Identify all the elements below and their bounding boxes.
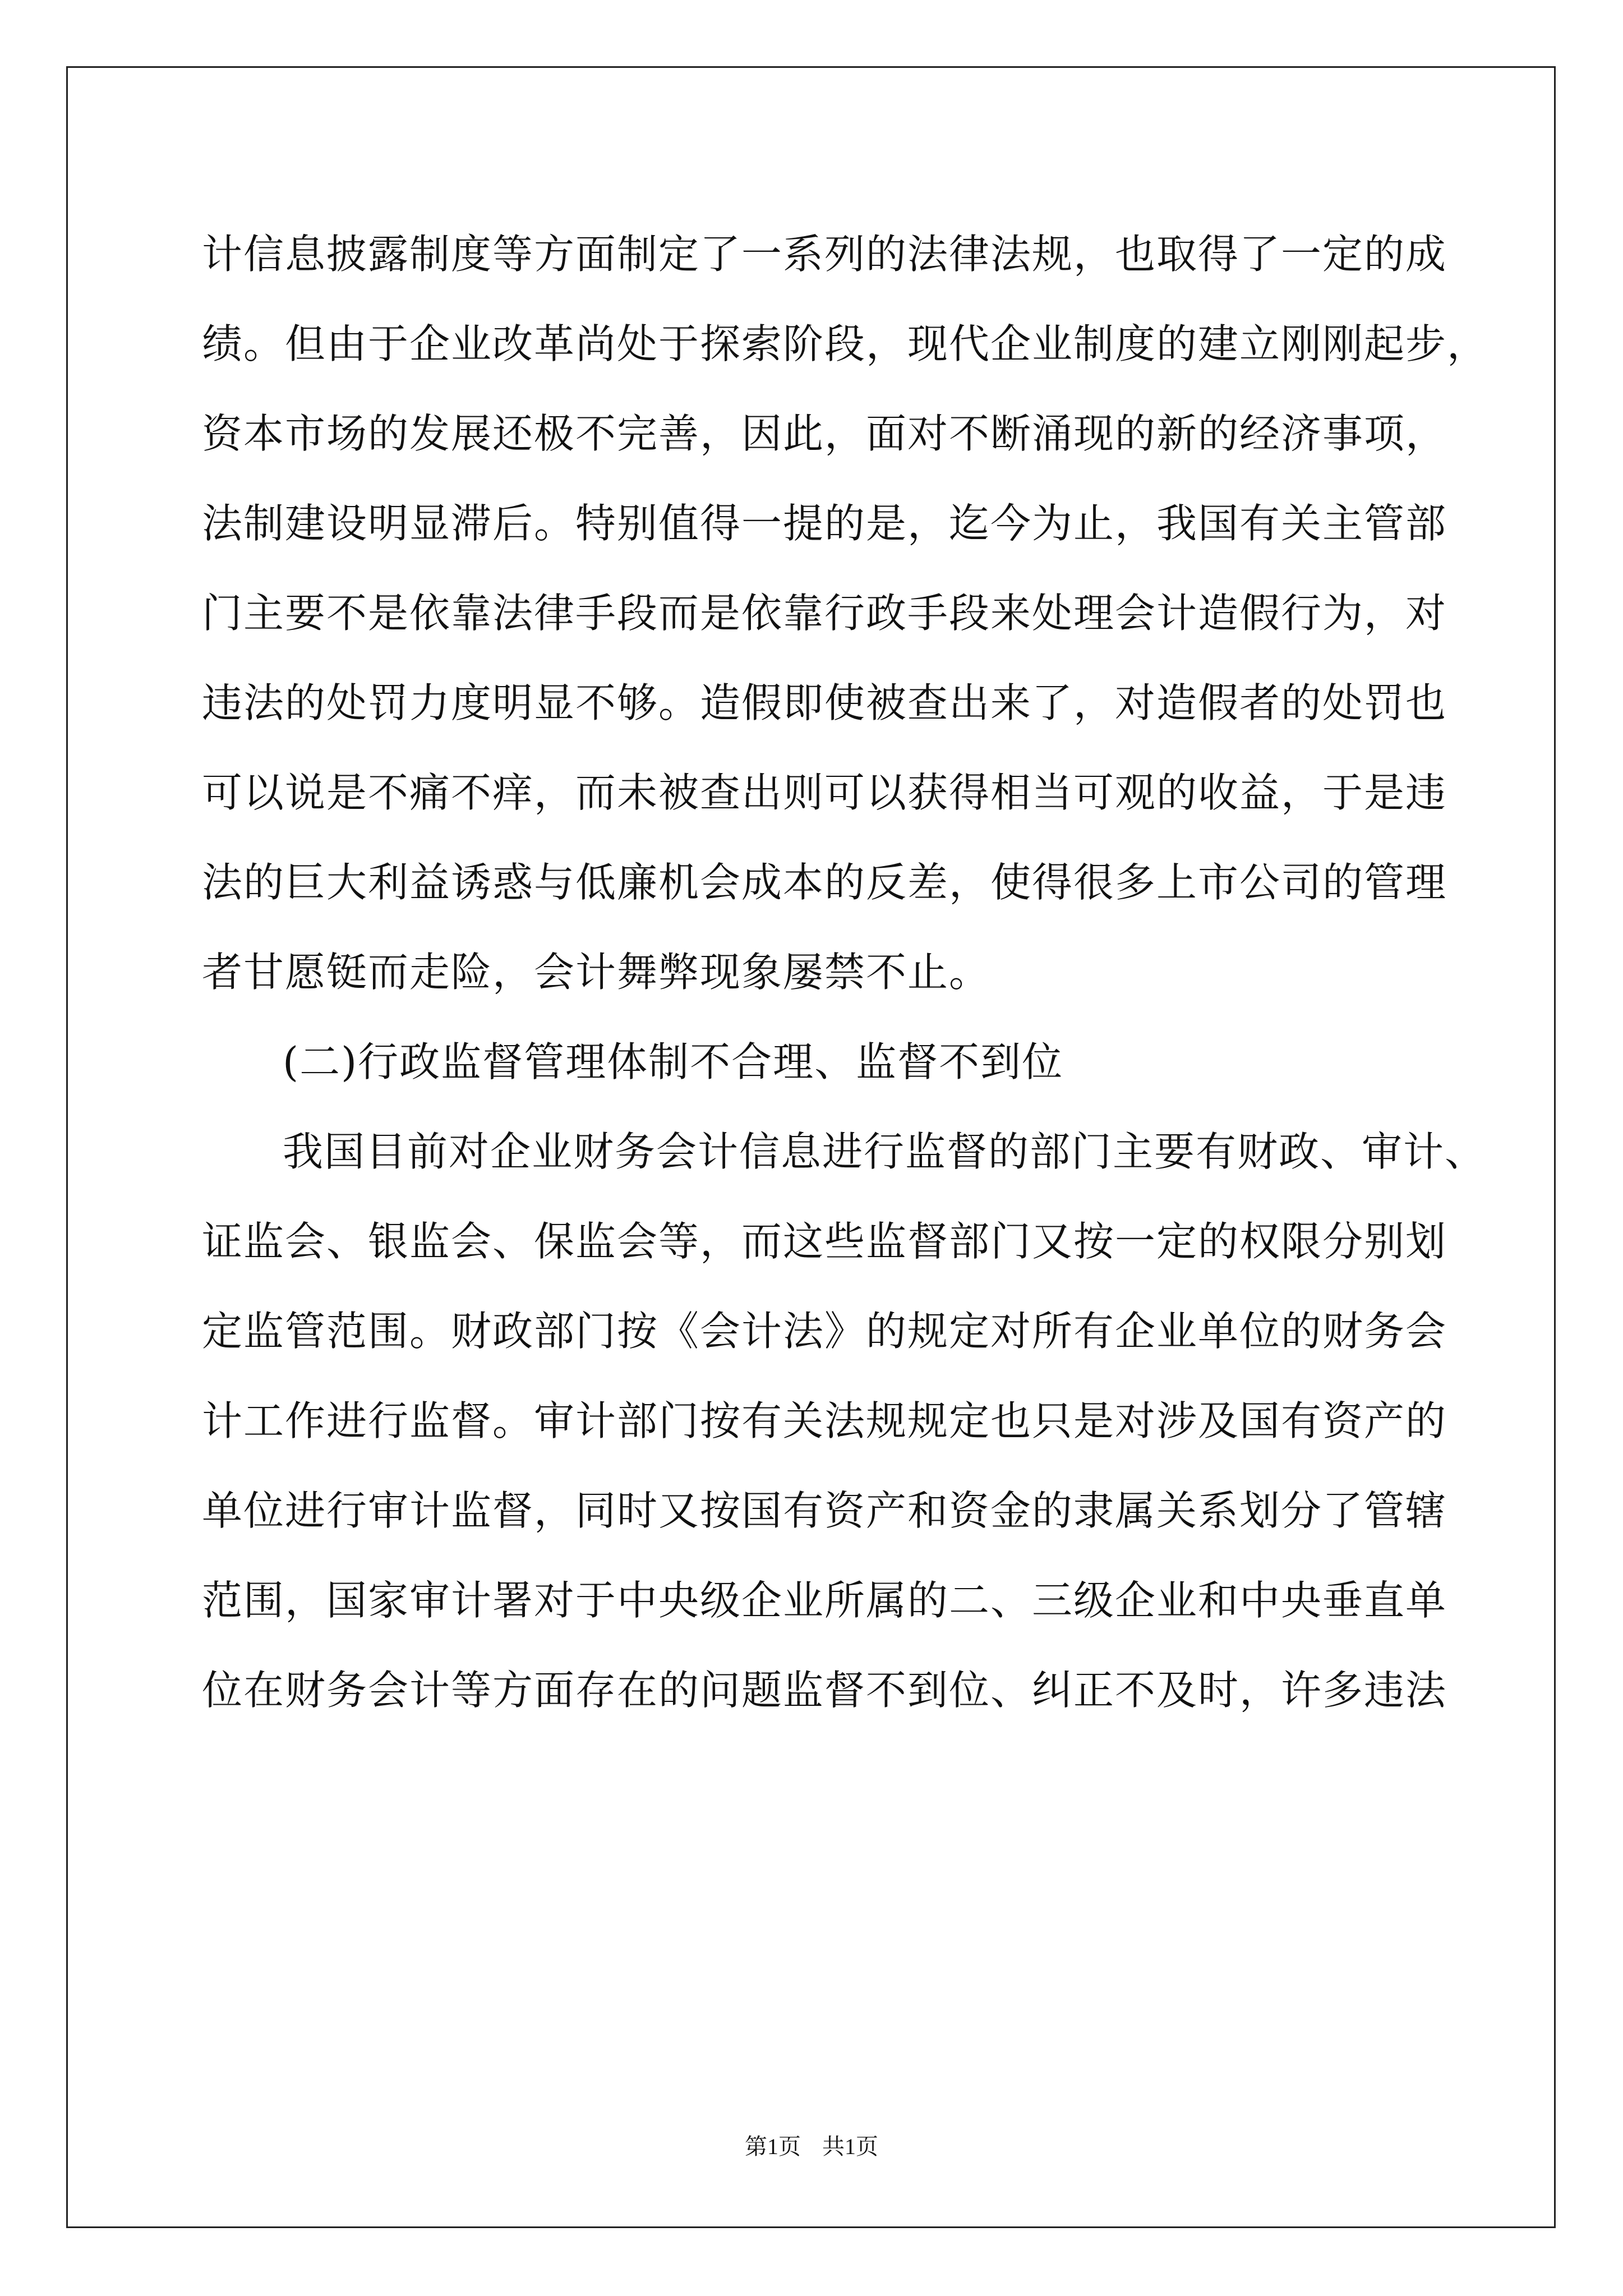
body-line: 计工作进行监督。审计部门按有关法规规定也只是对涉及国有资产的	[202, 1397, 1447, 1444]
body-line: 门主要不是依靠法律手段而是依靠行政手段来处理会计造假行为，对	[202, 590, 1447, 637]
page-footer	[0, 2129, 1623, 2161]
body-line: 可以说是不痛不痒，而未被查出则可以获得相当可观的收益，于是违	[202, 769, 1447, 816]
page-number: 第1页	[745, 2134, 801, 2159]
body-line: 违法的处罚力度明显不够。造假即使被查出来了，对造假者的处罚也	[202, 679, 1447, 726]
body-line: 绩。但由于企业改革尚处于探索阶段，现代企业制度的建立刚刚起步，	[202, 320, 1489, 367]
body-line: 我国目前对企业财务会计信息进行监督的部门主要有财政、审计、	[283, 1128, 1487, 1175]
body-line: 计信息披露制度等方面制定了一系列的法律法规，也取得了一定的成	[202, 231, 1447, 278]
body-line: 单位进行审计监督，同时又按国有资产和资金的隶属关系划分了管辖	[202, 1487, 1447, 1534]
body-line: 者甘愿铤而走险，会计舞弊现象屡禁不止。	[202, 949, 991, 996]
body-line: 法制建设明显滞后。特别值得一提的是，迄今为止，我国有关主管部	[202, 500, 1447, 547]
body-line: 法的巨大利益诱惑与低廉机会成本的反差，使得很多上市公司的管理	[202, 859, 1447, 906]
body-line: 证监会、银监会、保监会等，而这些监督部门又按一定的权限分别划	[202, 1218, 1447, 1265]
section-heading: (二)行政监督管理体制不合理、监督不到位	[283, 1038, 1064, 1085]
body-line: 位在财务会计等方面存在的问题监督不到位、纠正不及时，许多违法	[202, 1667, 1447, 1714]
page-total: 共1页	[822, 2134, 878, 2159]
body-line: 资本市场的发展还极不完善，因此，面对不断涌现的新的经济事项，	[202, 410, 1447, 457]
body-line: 定监管范围。财政部门按《会计法》的规定对所有企业单位的财务会	[202, 1308, 1447, 1355]
body-line: 范围，国家审计署对于中央级企业所属的二、三级企业和中央垂直单	[202, 1577, 1447, 1624]
